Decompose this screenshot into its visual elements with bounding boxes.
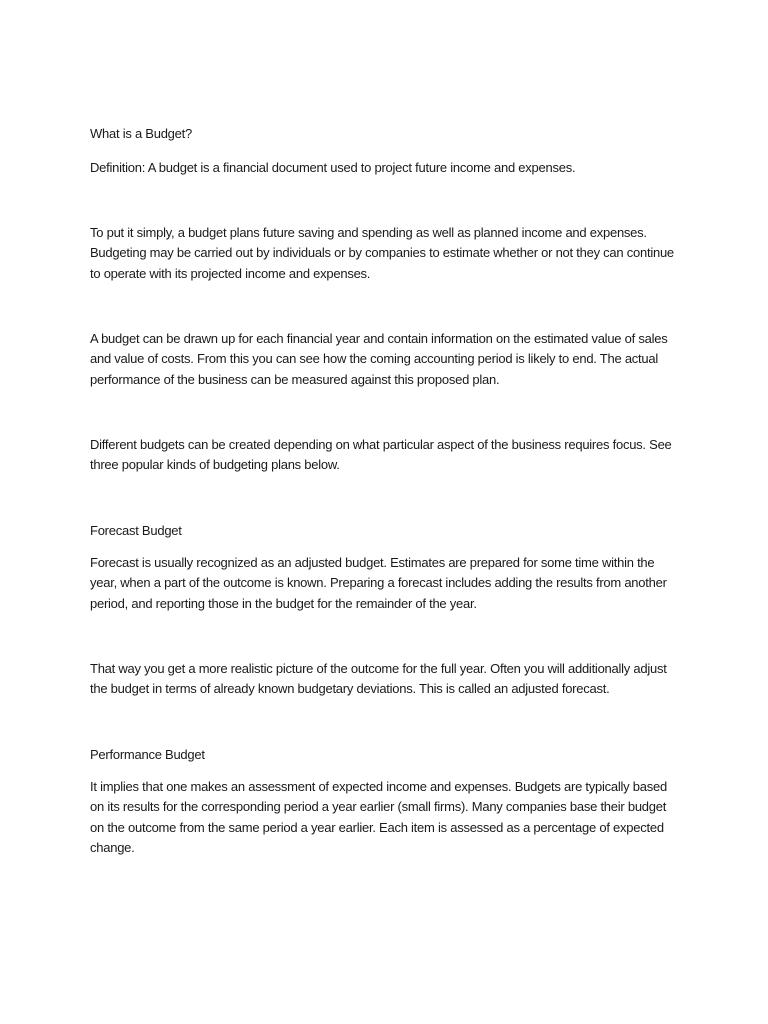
- performance-paragraph-1: It implies that one makes an assessment of expected income and expenses. Budgets are typically based on its results for the corresponding period a year earlier (small firms). Many companies base their budget on the outcome from the same period a year earlier. Each item is assessed as a percentage of expected change.: [90, 779, 667, 855]
- forecast-budget-heading: Forecast Budget: [90, 523, 182, 538]
- intro-paragraph-3: Different budgets can be created depending on what particular aspect of the business requires focus. See three popular kinds of budgeting plans below.: [90, 437, 672, 473]
- definition-paragraph: Definition: A budget is a financial document used to project future income and expenses.: [90, 160, 576, 175]
- performance-budget-heading: Performance Budget: [90, 747, 205, 762]
- forecast-paragraph-2: That way you get a more realistic picture of the outcome for the full year. Often you will additionally adjust the budget in terms of already known budgetary deviations. This is called an adjusted forecast.: [90, 661, 667, 697]
- intro-paragraph-1: To put it simply, a budget plans future saving and spending as well as planned income and expenses. Budgeting may be carried out by individuals or by companies to estimate whether or not they can continue to operate with its projected income and expenses.: [90, 225, 674, 281]
- intro-paragraph-2: A budget can be drawn up for each financial year and contain information on the estimated value of sales and value of costs. From this you can see how the coming accounting period is likely to end. The actual performance of the business can be measured against this proposed plan.: [90, 331, 668, 387]
- forecast-paragraph-1: Forecast is usually recognized as an adjusted budget. Estimates are prepared for some time within the year, when a part of the outcome is known. Preparing a forecast includes adding the results from another period, and reporting those in the budget for the remainder of the year.: [90, 555, 667, 611]
- document-title: What is a Budget?: [90, 126, 192, 141]
